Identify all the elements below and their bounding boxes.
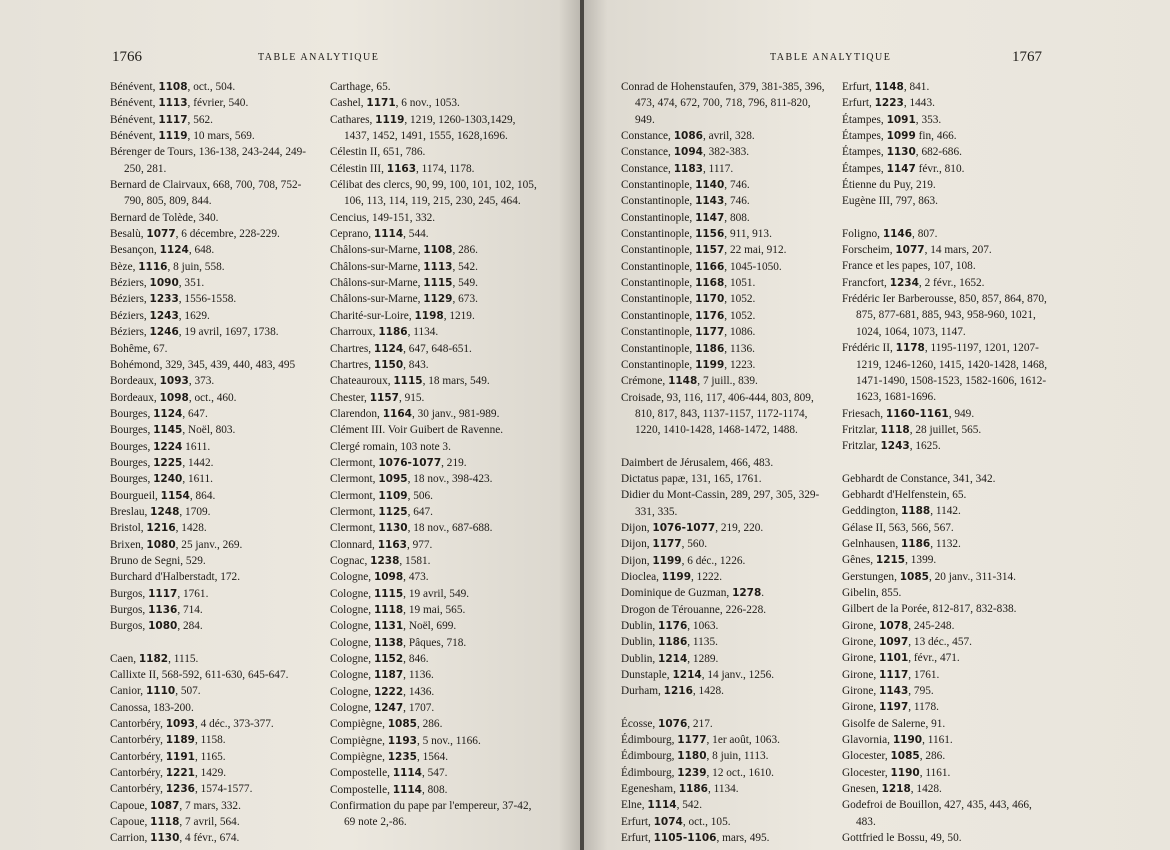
index-entry: Francfort, 1234, 2 févr., 1652. [842,276,985,289]
index-entry: Burgos, 1080, 284. [110,620,203,633]
index-entry: Callixte II, 568-592, 611-630, 645-647. [110,669,289,682]
index-entry: Dublin, 1176, 1063. [621,620,719,632]
index-entry: Besançon, 1124, 648. [110,244,215,257]
index-entry: Constantinople, 1156, 911, 913. [621,228,772,241]
index-entry: Girone, 1078, 245-248. [842,619,955,632]
index-entry: Drogon de Térouanne, 226-228. [621,603,767,616]
index-entry: Godefroi de Bouillon, 427, 435, 443, 466, 483. [842,799,1032,828]
index-entry: Girone, 1197, 1178. [842,701,939,714]
index-entry: Constantinople, 1170, 1052. [621,293,756,306]
running-head: TABLE ANALYTIQUE [258,52,380,63]
index-entry: Gisolfe de Salerne, 91. [842,717,946,730]
index-entry: Gnesen, 1218, 1428. [842,783,942,796]
index-entry: Clergé romain, 103 note 3. [330,440,451,453]
index-entry: Foligno, 1146, 807. [842,227,938,240]
index-entry: Étampes, 1099 fin, 466. [842,130,957,143]
index-entry: Charroux, 1186, 1134. [330,326,439,339]
index-entry: Egenesham, 1186, 1134. [621,783,739,796]
index-entry: Bèze, 1116, 8 juin, 558. [110,260,225,273]
index-entry: Bénévent, 1117, 562. [110,113,213,126]
index-entry: Bohémond, 329, 345, 439, 440, 483, 495 [110,358,296,371]
index-entry: Gerstungen, 1085, 20 janv., 311-314. [842,570,1016,583]
index-entry: Étampes, 1147 févr., 810. [842,162,965,175]
index-entry: Célestin III, 1163, 1174, 1178. [330,162,475,175]
index-entry: Édimbourg, 1180, 8 juin, 1113. [621,750,769,763]
index-entry: Dominique de Guzman, 1278. [621,587,765,600]
index-entry: Fritzlar, 1118, 28 juillet, 565. [842,423,982,436]
index-entry: Bourges, 1240, 1611. [110,473,213,486]
index-entry: Brixen, 1080, 25 janv., 269. [110,538,243,551]
index-entry: Constantinople, 1166, 1045-1050. [621,260,782,273]
index-entry: Burgos, 1136, 714. [110,604,203,616]
index-entry: Conrad de Hohenstaufen, 379, 381-385, 396, 473, 474, 672, 700, 718, 796, 811-820, 949. [621,81,825,126]
index-entry: Charité-sur-Loire, 1198, 1219. [330,309,475,322]
index-entry: Dunstaple, 1214, 14 janv., 1256. [621,669,775,682]
index-entry: Durham, 1216, 1428. [621,685,724,698]
index-entry: Bernard de Tolède, 340. [110,211,219,224]
index-entry: Étampes, 1130, 682-686. [842,146,962,159]
index-entry: Édimbourg, 1239, 12 oct., 1610. [621,766,774,779]
index-entry: Chartres, 1150, 843. [330,358,429,371]
index-entry: Carrion, 1130, 4 févr., 674. [110,832,240,845]
index-entry: Constantinople, 1199, 1223. [621,358,756,371]
index-entry: Dioclea, 1199, 1222. [621,570,723,583]
index-entry: Châlons-sur-Marne, 1115, 549. [330,277,478,290]
index-entry: Bourges, 1145, Noël, 803. [110,424,236,437]
index-entry: Cathares, 1119, 1219, 1260-1303,1429, 1437, 1452, 1491, 1555, 1628,1696. [330,113,516,143]
left-header [0,49,582,72]
index-entry: Constantinople, 1176, 1052. [621,309,756,322]
index-entry: Béziers, 1233, 1556-1558. [110,293,237,306]
left-page [0,0,582,850]
index-entry: Compiègne, 1193, 5 nov., 1166. [330,734,481,747]
index-entry: Glocester, 1190, 1161. [842,766,951,779]
index-entry: Constance, 1183, 1117. [621,162,734,175]
index-entry: Bordeaux, 1098, oct., 460. [110,391,237,404]
index-entry: Béziers, 1246, 19 avril, 1697, 1738. [110,326,279,339]
index-entry: Clonnard, 1163, 977. [330,538,433,551]
right-column-1 [621,79,829,846]
index-entry: Compostelle, 1114, 547. [330,767,448,780]
index-entry: Eugène III, 797, 863. [842,195,938,208]
index-entry: Gilbert de la Porée, 812-817, 832-838. [842,603,1017,616]
index-entry: Chateauroux, 1115, 18 mars, 549. [330,375,490,388]
page-number: 1766 [112,49,142,65]
index-entry: Châlons-sur-Marne, 1113, 542. [330,260,478,273]
index-entry: Cologne, 1131, Noël, 699. [330,620,457,633]
index-entry: Dijon, 1076-1077, 219, 220. [621,521,764,534]
index-entry: Dublin, 1214, 1289. [621,652,719,665]
index-entry: Écosse, 1076, 217. [621,717,713,730]
index-entry: Erfurt, 1223, 1443. [842,97,935,110]
index-entry: Constantinople, 1157, 22 mai, 912. [621,244,787,257]
index-entry: Bourges, 1124, 647. [110,407,208,420]
section-gap [621,439,829,455]
right-column-2 [842,79,1054,846]
index-entry: Cologne, 1118, 19 mai, 565. [330,604,466,616]
index-entry: Girone, 1097, 13 déc., 457. [842,636,972,648]
left-column-2 [330,79,538,831]
index-entry: Gélase II, 563, 566, 567. [842,521,954,534]
index-entry: Clermont, 1076-1077, 219. [330,456,467,469]
index-entry: Dictatus papæ, 131, 165, 1761. [621,472,762,485]
index-entry: Geddington, 1188, 1142. [842,505,961,518]
index-entry: Compiègne, 1235, 1564. [330,751,449,764]
index-entry: Bérenger de Tours, 136-138, 243-244, 249-250, 281. [110,146,307,175]
index-entry: Cantorbéry, 1093, 4 déc., 373-377. [110,718,274,731]
index-entry: Girone, 1143, 795. [842,685,934,698]
index-entry: Confirmation du pape par l'empereur, 37-42, 69 note 2,-86. [330,800,532,829]
index-entry: Didier du Mont-Cassin, 289, 297, 305, 329-331, 335. [621,489,820,518]
index-entry: Cologne, 1115, 19 avril, 549. [330,587,470,600]
index-entry: Gelnhausen, 1186, 1132. [842,537,961,550]
index-entry: Croisade, 93, 116, 117, 406-444, 803, 809, 810, 817, 843, 1137-1157, 1172-1174, 1220, 1410-1428, 1468-1472, 1488. [621,391,814,437]
index-entry: Béziers, 1090, 351. [110,277,205,290]
index-entry: France et les papes, 107, 108. [842,260,976,273]
index-entry: Cantorbéry, 1189, 1158. [110,734,226,747]
index-entry: Constantinople, 1186, 1136. [621,342,755,355]
index-entry: Célibat des clercs, 90, 99, 100, 101, 102, 105, 106, 113, 114, 119, 215, 230, 245, 464. [330,179,537,208]
index-entry: Étampes, 1091, 353. [842,113,942,126]
index-entry: Dijon, 1199, 6 déc., 1226. [621,554,746,567]
section-gap [842,455,1054,471]
index-entry: Compiègne, 1085, 286. [330,718,443,731]
index-entry: Friesach, 1160-1161, 949. [842,407,975,420]
running-head: TABLE ANALYTIQUE [770,52,892,63]
left-column-1 [110,79,316,847]
index-entry: Constance, 1086, avril, 328. [621,130,755,143]
index-entry: Forscheim, 1077, 14 mars, 207. [842,244,992,257]
index-entry: Girone, 1101, févr., 471. [842,652,960,665]
index-entry: Capoue, 1087, 7 mars, 332. [110,799,241,812]
index-entry: Constantinople, 1143, 746. [621,195,750,208]
index-entry: Erfurt, 1105-1106, mars, 495. [621,832,770,845]
right-header [584,49,1170,72]
index-entry: Carthage, 65. [330,81,391,93]
index-entry: Erfurt, 1148, 841. [842,81,930,93]
index-entry: Gibelin, 855. [842,586,902,599]
index-entry: Chartres, 1124, 647, 648-651. [330,342,472,355]
page-number: 1767 [1012,49,1042,65]
index-entry: Châlons-sur-Marne, 1108, 286. [330,244,478,257]
index-entry: Cencius, 149-151, 332. [330,211,436,224]
index-entry: Capoue, 1118, 7 avril, 564. [110,816,240,829]
section-gap [842,210,1054,226]
index-entry: Cantorbéry, 1236, 1574-1577. [110,783,253,796]
index-entry: Fritzlar, 1243, 1625. [842,440,941,453]
index-entry: Caen, 1182, 1115. [110,652,199,665]
section-gap [110,635,316,651]
index-entry: Chester, 1157, 915. [330,391,425,404]
index-entry: Frédéric Ier Barberousse, 850, 857, 864, 870, 875, 877-681, 885, 943, 958-960, 1021, 1024, 1064, 1073, 1147. [842,293,1047,338]
index-entry: Burgos, 1117, 1761. [110,587,209,600]
index-entry: Cantorbéry, 1191, 1165. [110,750,226,763]
index-entry: Glocester, 1085, 286. [842,750,946,763]
index-entry: Constantinople, 1177, 1086. [621,326,756,339]
index-entry: Gênes, 1215, 1399. [842,554,937,567]
index-entry: Bernard de Clairvaux, 668, 700, 708, 752-790, 805, 809, 844. [110,179,302,208]
index-entry: Constance, 1094, 382-383. [621,146,750,159]
index-entry: Compostelle, 1114, 808. [330,783,448,796]
index-entry: Cognac, 1238, 1581. [330,554,431,567]
index-entry: Bourges, 1225, 1442. [110,456,214,469]
index-entry: Gottfried le Bossu, 49, 50. [842,832,962,845]
index-entry: Dublin, 1186, 1135. [621,636,718,649]
index-entry: Clarendon, 1164, 30 janv., 981-989. [330,407,500,420]
index-entry: Crémone, 1148, 7 juill., 839. [621,375,758,388]
index-entry: Breslau, 1248, 1709. [110,505,211,518]
index-entry: Cologne, 1152, 846. [330,653,429,666]
index-entry: Ceprano, 1114, 544. [330,228,429,241]
index-entry: Châlons-sur-Marne, 1129, 673. [330,293,478,306]
index-entry: Bénévent, 1119, 10 mars, 569. [110,130,255,143]
index-entry: Glavornia, 1190, 1161. [842,734,953,747]
index-entry: Clément III. Voir Guibert de Ravenne. [330,424,504,437]
index-entry: Clermont, 1130, 18 nov., 687-688. [330,522,493,535]
index-entry: Cashel, 1171, 6 nov., 1053. [330,97,460,110]
index-entry: Constantinople, 1140, 746. [621,179,750,192]
index-entry: Canior, 1110, 507. [110,685,201,698]
index-entry: Clermont, 1109, 506. [330,489,433,502]
index-entry: Frédéric II, 1178, 1195-1197, 1201, 1207-1219, 1246-1260, 1415, 1420-1428, 1468, 1471-1490, 1508-1523, 1582-1606, 1612-1623, 1681-1696. [842,342,1048,404]
index-entry: Girone, 1117, 1761. [842,668,940,681]
index-entry: Erfurt, 1074, oct., 105. [621,815,731,828]
index-entry: Cantorbéry, 1221, 1429. [110,767,227,780]
index-entry: Célestin II, 651, 786. [330,146,426,159]
index-entry: Cologne, 1187, 1136. [330,669,434,682]
index-entry: Cologne, 1138, Pâques, 718. [330,636,467,649]
section-gap [621,700,829,716]
index-entry: Elne, 1114, 542. [621,799,703,812]
index-entry: Canossa, 183-200. [110,701,194,714]
index-entry: Bordeaux, 1093, 373. [110,375,215,388]
index-entry: Cologne, 1247, 1707. [330,702,435,715]
index-entry: Bohême, 67. [110,342,168,355]
index-entry: Cologne, 1222, 1436. [330,685,435,698]
index-entry: Bristol, 1216, 1428. [110,522,207,535]
index-entry: Béziers, 1243, 1629. [110,309,210,322]
index-entry: Bourgueil, 1154, 864. [110,489,216,502]
index-entry: Besalù, 1077, 6 décembre, 228-229. [110,228,280,241]
index-entry: Gebhardt d'Helfenstein, 65. [842,488,967,501]
index-entry: Burchard d'Halberstadt, 172. [110,571,241,584]
index-entry: Dijon, 1177, 560. [621,538,708,551]
index-entry: Clermont, 1125, 647. [330,505,433,518]
index-entry: Bruno de Segni, 529. [110,554,206,567]
index-entry: Gebhardt de Constance, 341, 342. [842,472,996,485]
index-entry: Constantinople, 1147, 808. [621,211,750,224]
right-page [584,0,1170,850]
index-entry: Bourges, 1224 1611. [110,440,211,453]
index-entry: Étienne du Puy, 219. [842,179,936,192]
index-entry: Bénévent, 1108, oct., 504. [110,81,236,93]
index-entry: Bénévent, 1113, février, 540. [110,97,249,110]
index-entry: Cologne, 1098, 473. [330,571,429,584]
index-entry: Constantinople, 1168, 1051. [621,277,756,290]
index-entry: Clermont, 1095, 18 nov., 398-423. [330,473,493,486]
index-entry: Édimbourg, 1177, 1er août, 1063. [621,734,780,747]
index-entry: Daimbert de Jérusalem, 466, 483. [621,456,774,469]
